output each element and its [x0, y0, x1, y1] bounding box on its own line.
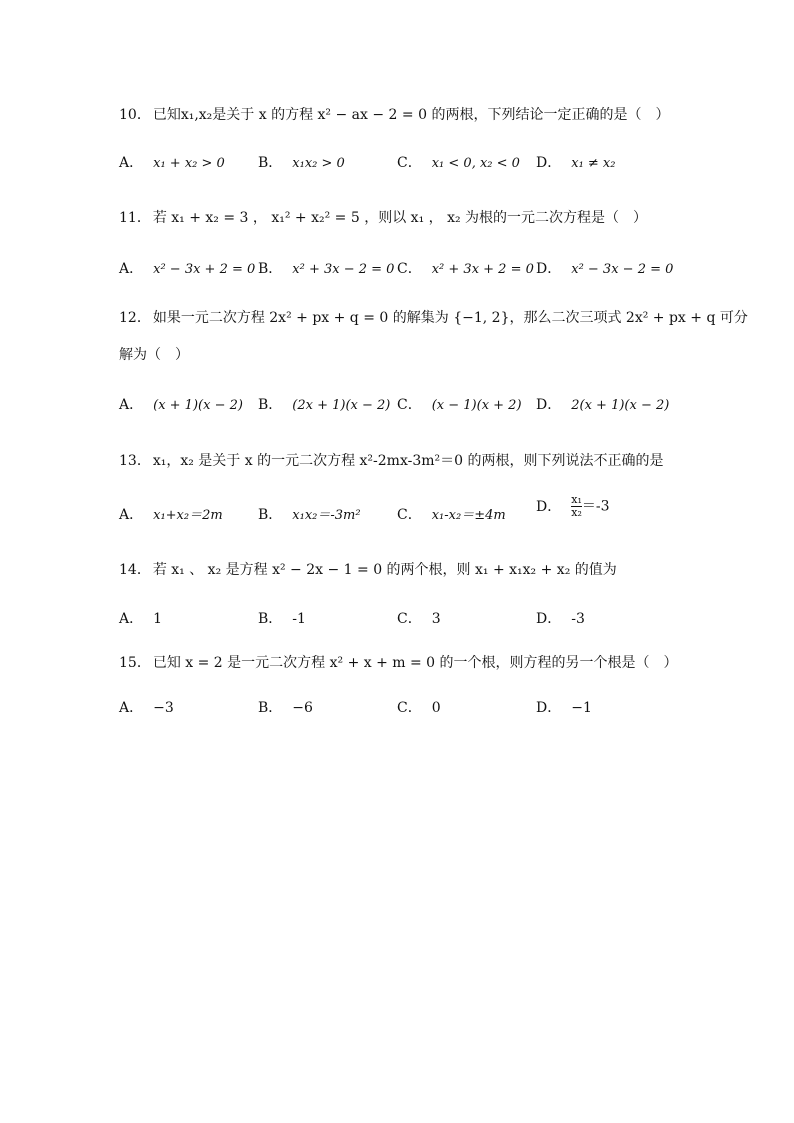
option-letter: C．: [397, 700, 422, 716]
option-text: x₁+x₂＝2m: [153, 508, 223, 523]
question-12-stem-continued: [119, 344, 189, 364]
question-text: 如果一元二次方程 2x² + px + q = 0 的解集为 {−1, 2}，那么二次三项式 2x² + px + q 可分: [152, 310, 748, 326]
option-letter: C．: [397, 397, 422, 413]
question-number: 13．: [119, 453, 151, 469]
option-text: −6: [292, 700, 313, 716]
question-15-stem: [119, 652, 678, 672]
option-d[interactable]: [536, 394, 669, 414]
option-b[interactable]: [258, 697, 313, 717]
option-text: -1: [292, 611, 306, 627]
option-letter: B．: [258, 700, 283, 716]
option-text: 1: [153, 611, 163, 627]
option-letter: D．: [536, 498, 562, 515]
option-c[interactable]: [397, 608, 441, 628]
option-text: x₁-x₂＝±4m: [431, 508, 506, 523]
option-b[interactable]: [258, 394, 390, 414]
option-text: 0: [431, 700, 441, 716]
question-text: 已知x₁,x₂是关于 x 的方程 x² − ax − 2 = 0 的两根，下列结论一定正确的是（ ）: [152, 107, 670, 123]
question-10-stem: [119, 104, 669, 124]
option-a[interactable]: [119, 394, 243, 414]
option-letter: C．: [397, 155, 422, 171]
option-text: x₁ + x₂ > 0: [153, 156, 225, 171]
fraction-denominator: x₂: [571, 506, 582, 519]
question-15-options: [119, 697, 679, 721]
option-letter: B．: [258, 611, 283, 627]
option-letter: A．: [119, 611, 144, 627]
option-text: x₁ ≠ x₂: [571, 156, 616, 171]
option-b[interactable]: [258, 608, 306, 628]
option-d[interactable]: [536, 258, 673, 278]
option-text: x² − 3x + 2 = 0: [153, 262, 256, 277]
option-text: x₁ < 0, x₂ < 0: [431, 156, 520, 171]
option-d[interactable]: [536, 697, 592, 717]
question-11-options: [119, 258, 679, 282]
option-d[interactable]: [536, 152, 615, 172]
option-b[interactable]: [258, 504, 361, 524]
option-text: x₁x₂＝-3m²: [292, 508, 361, 523]
option-text: -3: [571, 611, 585, 627]
option-letter: A．: [119, 261, 144, 277]
option-a[interactable]: [119, 504, 223, 524]
option-text: x² + 3x − 2 = 0: [292, 262, 395, 277]
question-number: 11．: [119, 210, 151, 226]
option-letter: D．: [536, 700, 562, 716]
option-b[interactable]: [258, 258, 394, 278]
question-text: 已知 x = 2 是一元二次方程 x² + x + m = 0 的一个根，则方程的另一个根是（ ）: [152, 655, 678, 671]
option-letter: C．: [397, 261, 422, 277]
question-13-stem: [119, 450, 664, 470]
question-text: x₁，x₂ 是关于 x 的一元二次方程 x²-2mx-3m²＝0 的两根，则下列说法不正确的是: [152, 453, 664, 469]
question-number: 10．: [119, 107, 151, 123]
question-text-continued: 解为（ ）: [119, 347, 189, 363]
option-text: ＝-3: [581, 498, 610, 515]
option-letter: A．: [119, 700, 144, 716]
option-b[interactable]: [258, 152, 345, 172]
option-letter: A．: [119, 397, 144, 413]
question-text: 若 x₁ 、 x₂ 是方程 x² − 2x − 1 = 0 的两个根，则 x₁ + x₁x₂ + x₂ 的值为: [152, 562, 617, 578]
question-text: 若 x₁ + x₂ = 3 ， x₁² + x₂² = 5 ，则以 x₁ ， x₂ 为根的一元二次方程是（ ）: [152, 210, 648, 226]
option-text: x₁x₂ > 0: [292, 156, 345, 171]
question-number: 14．: [119, 562, 151, 578]
option-c[interactable]: [397, 504, 506, 524]
option-letter: D．: [536, 611, 562, 627]
option-text: (x − 1)(x + 2): [431, 398, 522, 413]
option-text: x² − 3x − 2 = 0: [571, 262, 674, 277]
option-text: (2x + 1)(x − 2): [292, 398, 391, 413]
fraction: [571, 494, 582, 519]
question-13-options: [119, 493, 679, 528]
option-letter: A．: [119, 507, 144, 523]
option-text: 2(x + 1)(x − 2): [571, 398, 670, 413]
option-letter: A．: [119, 155, 144, 171]
question-14-stem: [119, 559, 617, 579]
option-c[interactable]: [397, 152, 520, 172]
fraction-numerator: x₁: [571, 493, 582, 506]
option-letter: D．: [536, 397, 562, 413]
option-letter: B．: [258, 507, 283, 523]
option-a[interactable]: [119, 152, 225, 172]
option-letter: B．: [258, 397, 283, 413]
option-c[interactable]: [397, 697, 441, 717]
option-letter: B．: [258, 155, 283, 171]
option-text: (x + 1)(x − 2): [153, 398, 243, 413]
option-text: 3: [431, 611, 441, 627]
question-number: 12．: [119, 310, 151, 326]
option-d[interactable]: [536, 608, 585, 628]
question-14-options: [119, 608, 679, 632]
option-letter: B．: [258, 261, 283, 277]
option-text: −3: [153, 700, 174, 716]
question-12-stem: [119, 307, 748, 327]
option-a[interactable]: [119, 258, 255, 278]
question-11-stem: [119, 207, 647, 227]
option-text: x² + 3x + 2 = 0: [431, 262, 534, 277]
option-letter: D．: [536, 261, 562, 277]
option-letter: C．: [397, 611, 422, 627]
option-letter: D．: [536, 155, 562, 171]
option-c[interactable]: [397, 258, 534, 278]
question-10-options: [119, 152, 679, 176]
option-letter: C．: [397, 507, 422, 523]
option-a[interactable]: [119, 608, 162, 628]
question-number: 15．: [119, 655, 151, 671]
option-a[interactable]: [119, 697, 174, 717]
option-d[interactable]: [536, 494, 610, 519]
option-text: −1: [571, 700, 592, 716]
option-c[interactable]: [397, 394, 522, 414]
question-12-options: [119, 394, 679, 418]
